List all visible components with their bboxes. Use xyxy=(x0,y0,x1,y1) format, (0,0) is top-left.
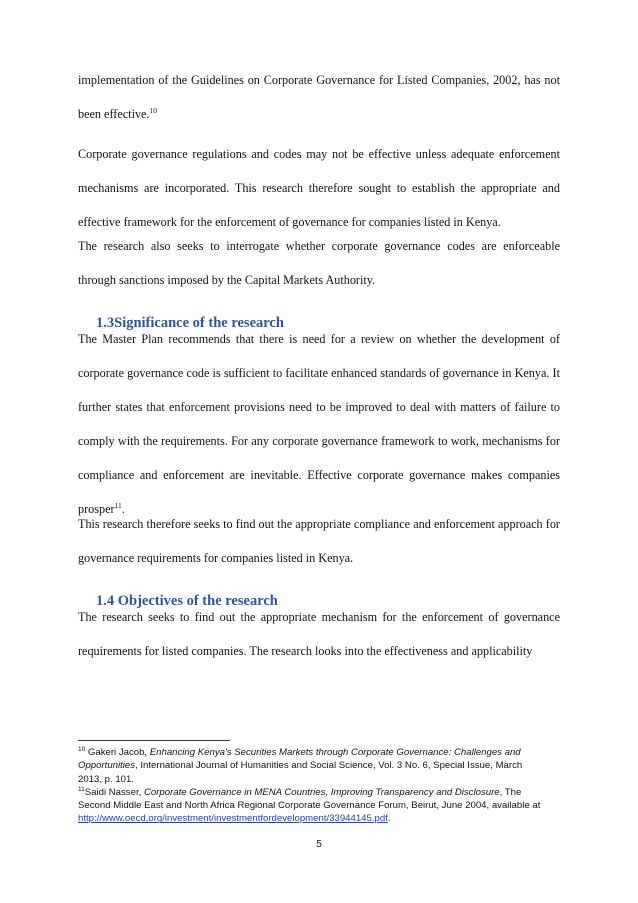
footnote-ref-11[interactable]: 11 xyxy=(114,500,122,510)
paragraph-5: This research therefore seeks to find out the appropriate compliance and enforcement approach for governance requirements for companies listed in Kenya. xyxy=(78,517,560,565)
paragraph-4: The Master Plan recommends that there is need for a review on whether the development of corporate governance code is sufficient to facilitate enhanced standards of governance in Kenya. It further states that enforcement provisions need to be improved to deal with matters of failure to comply with the requirements. For any corporate governance framework to work, mechanisms for compliance and enforcement are inevitable. Effective corporate governance makes companies prosper$^{11}$. xyxy=(78,332,560,516)
footnote-11: $^{11}$Saidi Nasser, Corporate Governance in MENA Countries, Improving Transparency and Disclosure, The Second Middle East and North Africa Regional Corporate Governance Forum, Beirut, June 2004, available at http://www.oecd.org/investment/investmentfordevelopment/33944145.pdf. xyxy=(78,785,541,825)
paragraph-1: implementation of the Guidelines on Corporate Governance for Listed Companies, 2002, has not been effective.$^{10}$ xyxy=(78,73,560,121)
footnotes xyxy=(78,746,548,826)
paragraph-3: The research also seeks to interrogate whether corporate governance codes are enforceable through sanctions imposed by the Capital Markets Authority. xyxy=(78,239,560,287)
page-number: 5 xyxy=(316,839,322,850)
footnote-ref-10[interactable]: 10 xyxy=(149,105,158,115)
paragraph-6: The research seeks to find out the appropriate mechanism for the enforcement of governance requirements for listed companies. The research looks into the effectiveness and applicability xyxy=(78,610,560,658)
footnote-10: $^{10}$ Gakeri Jacob, Enhancing Kenya's Securities Markets through Corporate Governance: Challenges and Opportunities, International Journal of Humanities and Social Science, Vol. 3 No. 6, Special Issue, March 2013, p. 101. xyxy=(78,745,523,785)
footnote-11-link[interactable]: http://www.oecd.org/investment/investmentfordevelopment/33944145.pdf xyxy=(78,813,388,825)
footnote-divider xyxy=(78,740,230,741)
section-heading-objectives: 1.4 Objectives of the research xyxy=(96,593,278,609)
section-heading-significance: 1.3Significance of the research xyxy=(96,315,284,331)
paragraph-2: Corporate governance regulations and codes may not be effective unless adequate enforcement mechanisms are incorporated. This research therefore sought to establish the appropriate and effective framework for the enforcement of governance for companies listed in Kenya. xyxy=(78,147,560,229)
